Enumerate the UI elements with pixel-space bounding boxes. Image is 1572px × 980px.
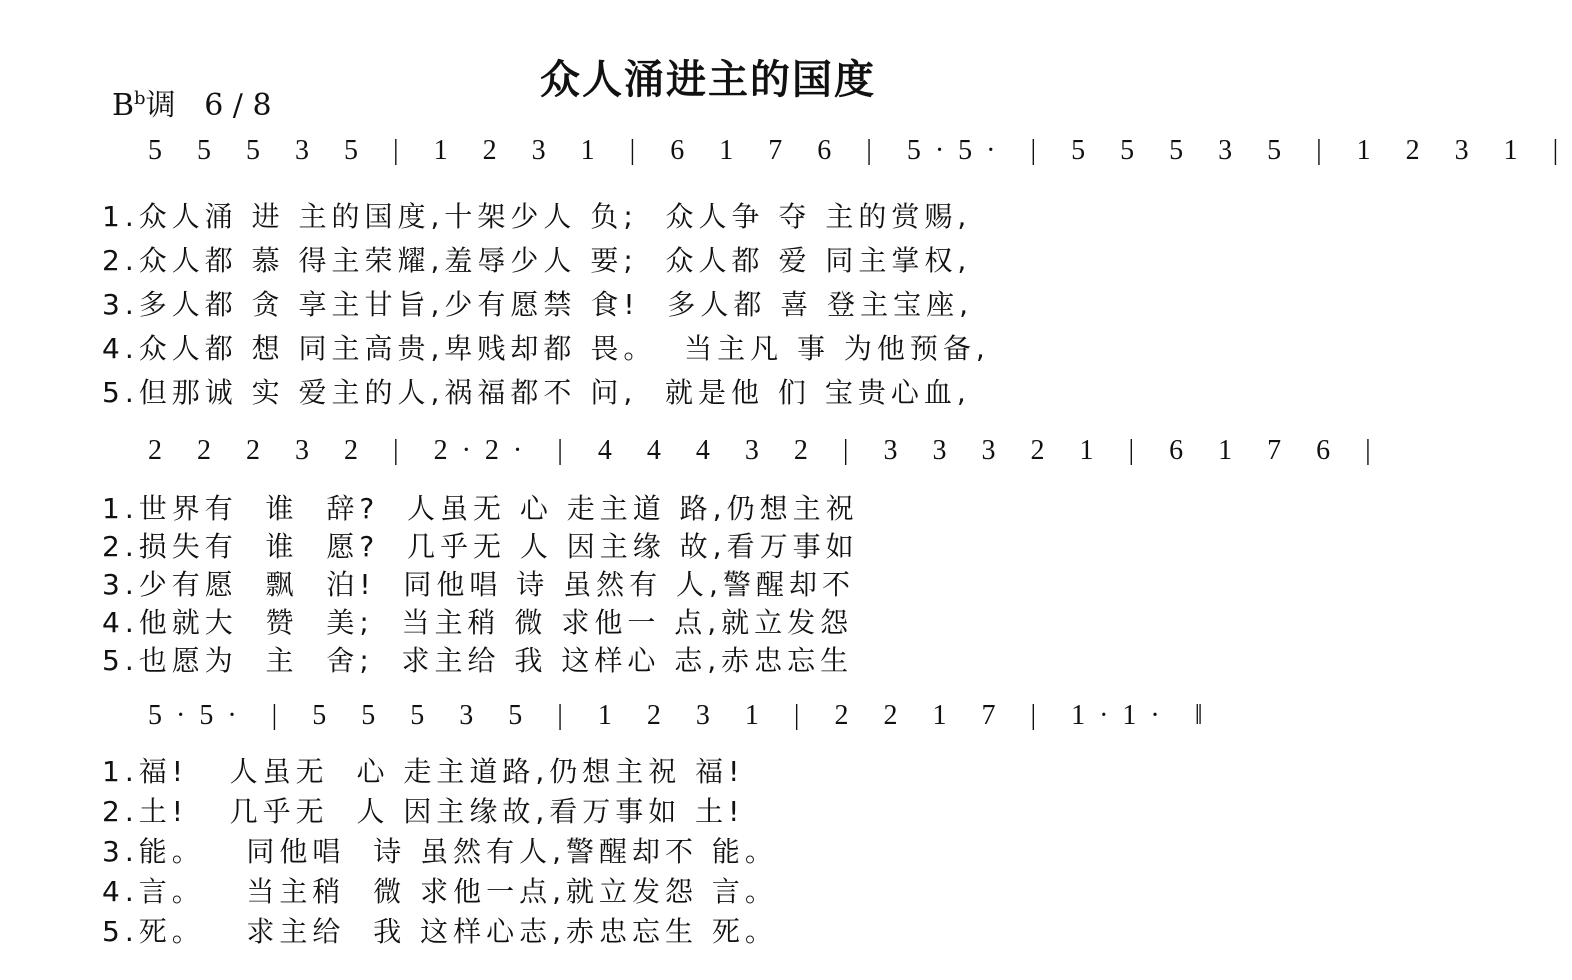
key-signature (112, 80, 272, 124)
lyric-line: 2.损失有 谁 愿? 几乎无 人 因主缘 故,看万事如 (102, 530, 859, 563)
notation-line (140, 435, 1385, 485)
key-label: 调 (145, 88, 176, 123)
lyric-line: 1.世界有 谁 辞? 人虽无 心 走主道 路,仍想主祝 (102, 492, 859, 525)
lyric-line: 1.众人涌 进 主的国度,十架少人 负; 众人争 夺 主的赏赐, (102, 200, 972, 233)
lyric-line: 2.众人都 慕 得主荣耀,羞辱少人 要; 众人都 爱 同主掌权, (102, 244, 972, 277)
lyric-line: 3.能。 同他唱 诗 虽然有人,警醒却不 能。 (102, 835, 778, 868)
notes-line-3: 5·5· | 5 5 5 3 5 | 1 2 3 1 | 2 2 1 7 | 1·1· ‖ (148, 700, 1217, 731)
lyric-line: 3.多人都 贪 享主甘旨,少有愿禁 食! 多人都 喜 登主宝座, (102, 288, 974, 321)
key-note: B (112, 88, 135, 123)
lyric-line: 3.少有愿 飘 泊! 同他唱 诗 虽然有 人,警醒却不 (102, 568, 855, 601)
notes-line-2: 2 2 2 3 2 | 2·2· | 4 4 4 3 2 | 3 3 3 2 1 | 6 1 7 6 | (148, 435, 1385, 466)
lyric-line: 4.众人都 想 同主高贵,卑贱却都 畏。 当主凡 事 为他预备, (102, 332, 990, 365)
meter: 6 / 8 (204, 88, 272, 123)
lyric-line: 4.言。 当主稍 微 求他一点,就立发怨 言。 (102, 875, 778, 908)
lyric-line: 5.但那诚 实 爱主的人,祸福都不 问, 就是他 们 宝贵心血, (102, 376, 971, 409)
lyric-line: 2.土! 几乎无 人 因主缘故,看万事如 土! (102, 795, 745, 828)
song-title: 众人涌进主的国度 (540, 57, 876, 103)
key-flat: b (134, 88, 146, 109)
notation-line (140, 135, 1572, 185)
notation-line (140, 700, 1217, 750)
lyric-line: 5.死。 求主给 我 这样心志,赤忠忘生 死。 (102, 915, 778, 948)
notes-line-1: 5 5 5 3 5 | 1 2 3 1 | 6 1 7 6 | 5·5· | 5 5 5 3 5 | 1 2 3 1 | (148, 135, 1572, 166)
lyric-line: 5.也愿为 主 舍; 求主给 我 这样心 志,赤忠忘生 (102, 644, 854, 677)
lyric-line: 4.他就大 赞 美; 当主稍 微 求他一 点,就立发怨 (102, 606, 854, 639)
lyric-line: 1.福! 人虽无 心 走主道路,仍想主祝 福! (102, 755, 745, 788)
